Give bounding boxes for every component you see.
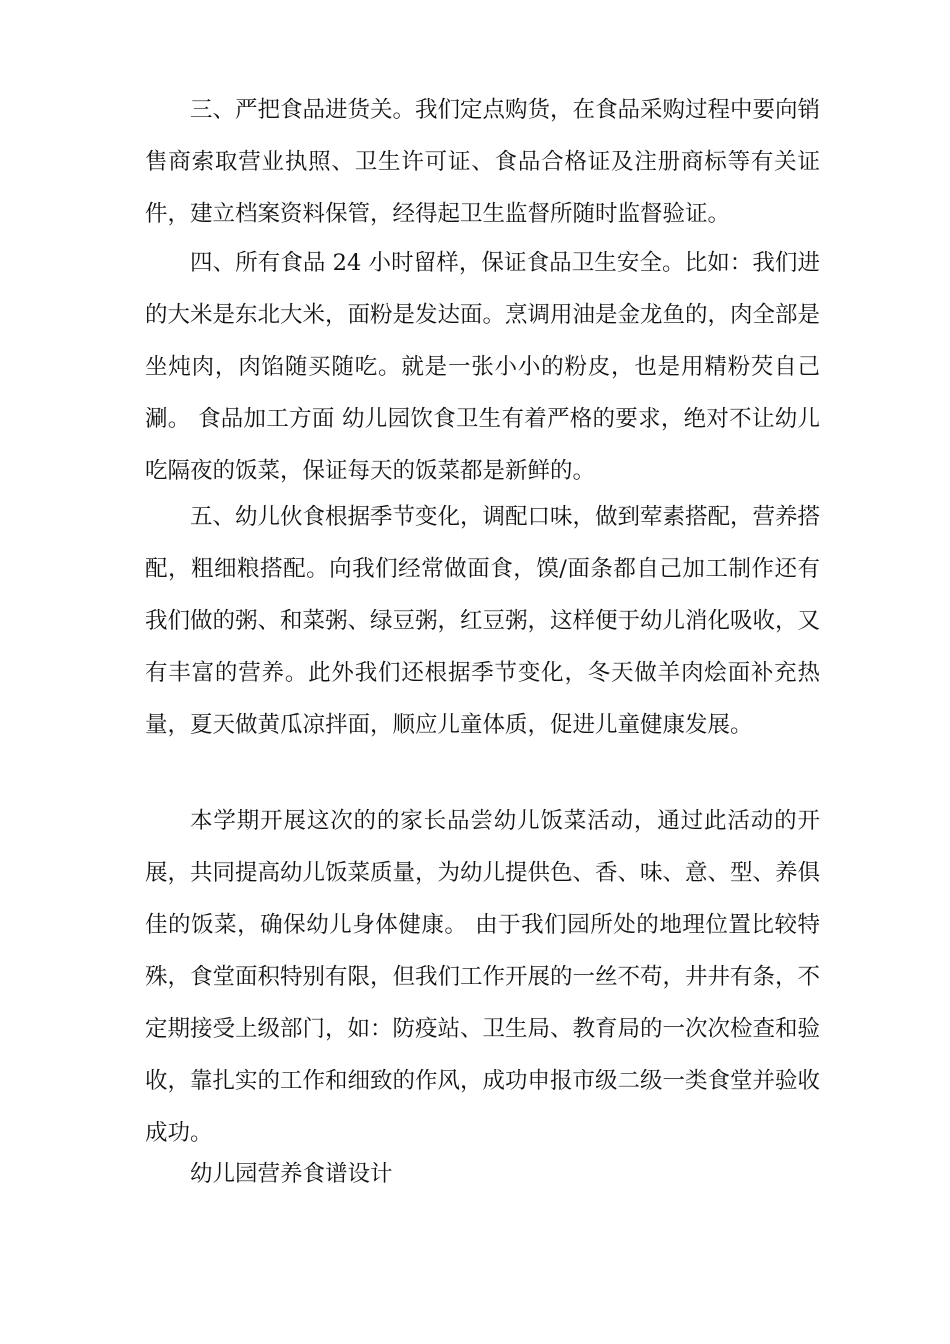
paragraph-section-heading: 幼儿园营养食谱设计 (190, 1161, 393, 1187)
paragraph-food-sample-retention: 四、所有食品 24 小时留样，保证食品卫生安全。比如：我们进的大米是东北大米，面粉是发达面。烹调用油是金龙鱼的，肉全部是坐炖肉，肉馅随买随吃。就是一张小小的粉皮，也是用精粉芡自己涮。 食品加工方面 幼儿园饮食卫生有着严格的要求，绝对不让幼儿吃隔夜的饭菜，保证每天的饭菜都是新鲜的。 (145, 250, 821, 484)
paragraph-purchasing-control: 三、严把食品进货关。我们定点购货，在食品采购过程中要向销售商索取营业执照、卫生许可证、食品合格证及注册商标等有关证件，建立档案资料保管，经得起卫生监督所随时监督验证。 (145, 97, 821, 227)
paragraph-parent-tasting-activity: 本学期开展这次的的家长品尝幼儿饭菜活动，通过此活动的开展，共同提高幼儿饭菜质量，为幼儿提供色、香、味、意、型、养俱佳的饭菜，确保幼儿身体健康。 由于我们园所处的地理位置比较特殊，食堂面积特别有限，但我们工作开展的一丝不苟，井井有条，不定期接受上级部门，如：防疫站、卫生局、教育局的一次次检查和验收，靠扎实的工作和细致的作风，成功申报市级二级一类食堂并验收成功。 (145, 808, 821, 1146)
paragraph-seasonal-meals: 五、幼儿伙食根据季节变化，调配口味，做到荤素搭配，营养搭配，粗细粮搭配。向我们经常做面食，馍/面条都自己加工制作还有我们做的粥、和菜粥、绿豆粥，红豆粥，这样便于幼儿消化吸收，又有丰富的营养。此外我们还根据季节变化，冬天做羊肉烩面补充热量，夏天做黄瓜凉拌面，顺应儿童体质，促进儿童健康发展。 (145, 504, 821, 738)
